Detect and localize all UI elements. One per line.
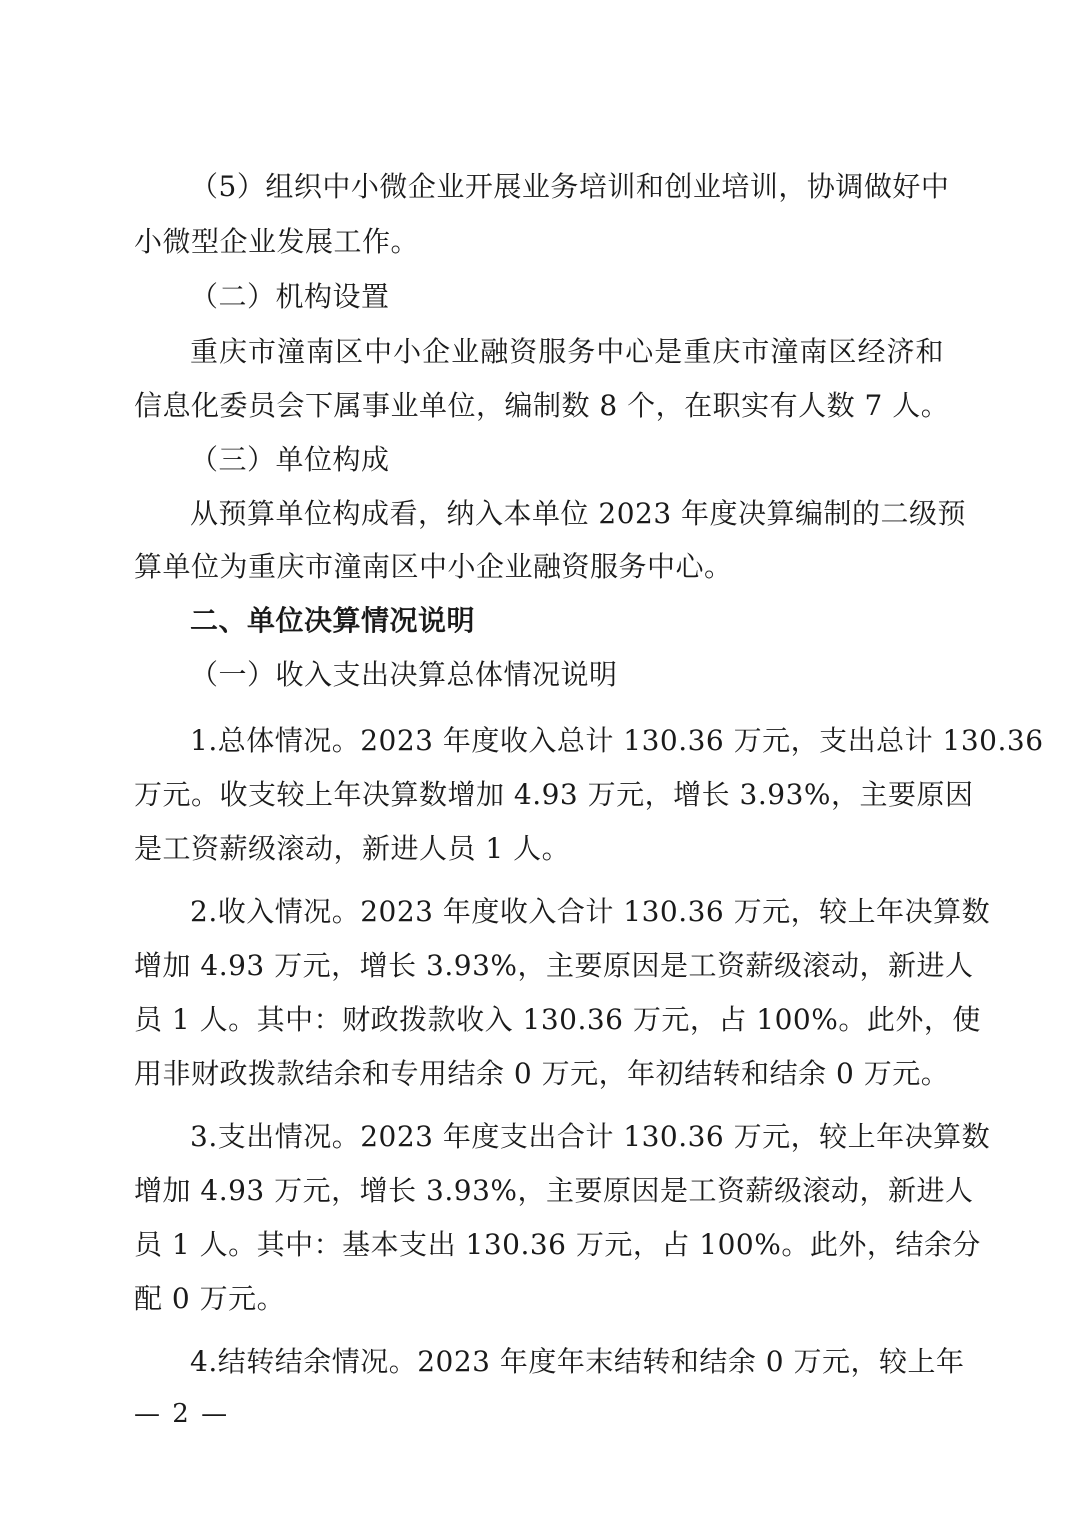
- paragraph-line: 员 1 人。其中：基本支出 130.36 万元，占 100%。此外，结余分: [134, 1228, 981, 1261]
- paragraph-line: 算单位为重庆市潼南区中小企业融资服务中心。: [134, 550, 733, 583]
- paragraph-line: 用非财政拨款结余和专用结余 0 万元，年初结转和结余 0 万元。: [134, 1057, 950, 1090]
- paragraph-line: 增加 4.93 万元，增长 3.93%，主要原因是工资薪级滚动，新进人: [134, 1174, 974, 1207]
- chapter-heading: 二、单位决算情况说明: [190, 604, 476, 637]
- paragraph-line: 是工资薪级滚动，新进人员 1 人。: [134, 832, 571, 865]
- page-number: — 2 —: [134, 1399, 230, 1429]
- paragraph-line: 3.支出情况。2023 年度支出合计 130.36 万元，较上年决算数: [190, 1120, 991, 1153]
- paragraph-line: 从预算单位构成看，纳入本单位 2023 年度决算编制的二级预: [190, 497, 967, 530]
- section-heading: （二）机构设置: [190, 280, 390, 313]
- paragraph-line: 增加 4.93 万元，增长 3.93%，主要原因是工资薪级滚动，新进人: [134, 949, 974, 982]
- paragraph-line: 1.总体情况。2023 年度收入总计 130.36 万元，支出总计 130.36: [190, 724, 1044, 757]
- paragraph-line: 4.结转结余情况。2023 年度年末结转和结余 0 万元，较上年: [190, 1345, 965, 1378]
- section-heading: （一）收入支出决算总体情况说明: [190, 658, 618, 691]
- paragraph-line: 员 1 人。其中：财政拨款收入 130.36 万元，占 100%。此外，使: [134, 1003, 981, 1036]
- paragraph-line: 万元。收支较上年决算数增加 4.93 万元，增长 3.93%，主要原因: [134, 778, 974, 811]
- paragraph-line: 信息化委员会下属事业单位，编制数 8 个，在职实有人数 7 人。: [134, 389, 950, 422]
- paragraph-line: 重庆市潼南区中小企业融资服务中心是重庆市潼南区经济和: [190, 335, 944, 368]
- paragraph-line: （5）组织中小微企业开展业务培训和创业培训，协调做好中: [190, 170, 950, 203]
- section-heading: （三）单位构成: [190, 443, 390, 476]
- paragraph-line: 配 0 万元。: [134, 1282, 286, 1315]
- paragraph-line: 小微型企业发展工作。: [134, 225, 420, 258]
- paragraph-line: 2.收入情况。2023 年度收入合计 130.36 万元，较上年决算数: [190, 895, 991, 928]
